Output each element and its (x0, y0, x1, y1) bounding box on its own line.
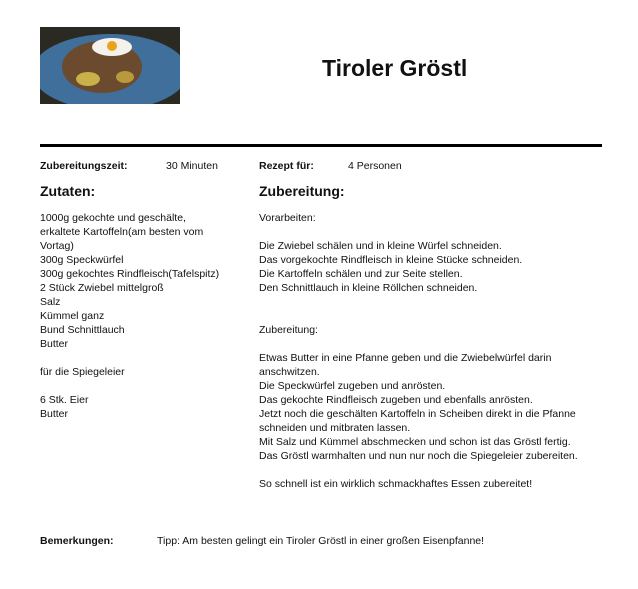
main-label: Zubereitung: (259, 324, 318, 336)
prep-time-value: 30 Minuten (166, 160, 218, 172)
ingredient-item: Bund Schnittlauch (40, 324, 125, 336)
ingredient-item: erkaltete Kartoffeln(am besten vom (40, 226, 204, 238)
step: Jetzt noch die geschälten Kartoffeln in Scheiben direkt in die Pfanne (259, 408, 576, 420)
ingredient-item: 300g Speckwürfel (40, 254, 124, 266)
step: Die Speckwürfel zugeben und anrösten. (259, 380, 446, 392)
ingredient-item: Vortag) (40, 240, 74, 252)
step: Das Gröstl warmhalten und nun nur noch die Spiegeleier zubereiten. (259, 450, 578, 462)
dish-photo (40, 27, 180, 104)
ingredients-list (40, 211, 219, 421)
ingredient-item: Butter (40, 408, 69, 420)
step: anschwitzen. (259, 366, 320, 378)
servings-label: Rezept für: (259, 160, 314, 172)
preparation-heading: Zubereitung: (259, 183, 345, 199)
egg-heading: für die Spiegeleier (40, 366, 125, 378)
ingredients-heading: Zutaten: (40, 183, 96, 199)
ingredient-item: Salz (40, 296, 61, 308)
servings-value: 4 Personen (348, 160, 402, 172)
step: Das gekochte Rindfleisch zugeben und ebenfalls anrösten. (259, 394, 533, 406)
divider (40, 144, 602, 147)
pre-label: Vorarbeiten: (259, 212, 316, 224)
closing-line: So schnell ist ein wirklich schmackhaftes Essen zubereitet! (259, 478, 533, 490)
step: Das vorgekochte Rindfleisch in kleine Stücke schneiden. (259, 254, 523, 266)
ingredient-item: Kümmel ganz (40, 310, 105, 322)
step: Mit Salz und Kümmel abschmecken und schon ist das Gröstl fertig. (259, 436, 571, 448)
recipe-title: Tiroler Gröstl (322, 55, 468, 81)
notes-label: Bemerkungen: (40, 535, 114, 547)
ingredient-item: Butter (40, 338, 69, 350)
notes-text: Tipp: Am besten gelingt ein Tiroler Gröstl in einer großen Eisenpfanne! (157, 535, 485, 547)
step: Den Schnittlauch in kleine Röllchen schneiden. (259, 282, 478, 294)
prep-time-label: Zubereitungszeit: (40, 160, 128, 172)
ingredient-item: 1000g gekochte und geschälte, (40, 212, 186, 224)
ingredient-item: 2 Stück Zwiebel mittelgroß (40, 282, 164, 294)
step: schneiden und mitbraten lassen. (259, 422, 411, 434)
preparation-steps (259, 211, 578, 491)
step: Die Kartoffeln schälen und zur Seite stellen. (259, 268, 463, 280)
ingredient-item: 6 Stk. Eier (40, 394, 89, 406)
step: Die Zwiebel schälen und in kleine Würfel schneiden. (259, 240, 502, 252)
ingredient-item: 300g gekochtes Rindfleisch(Tafelspitz) (40, 268, 220, 280)
step: Etwas Butter in eine Pfanne geben und die Zwiebelwürfel darin (259, 352, 552, 364)
